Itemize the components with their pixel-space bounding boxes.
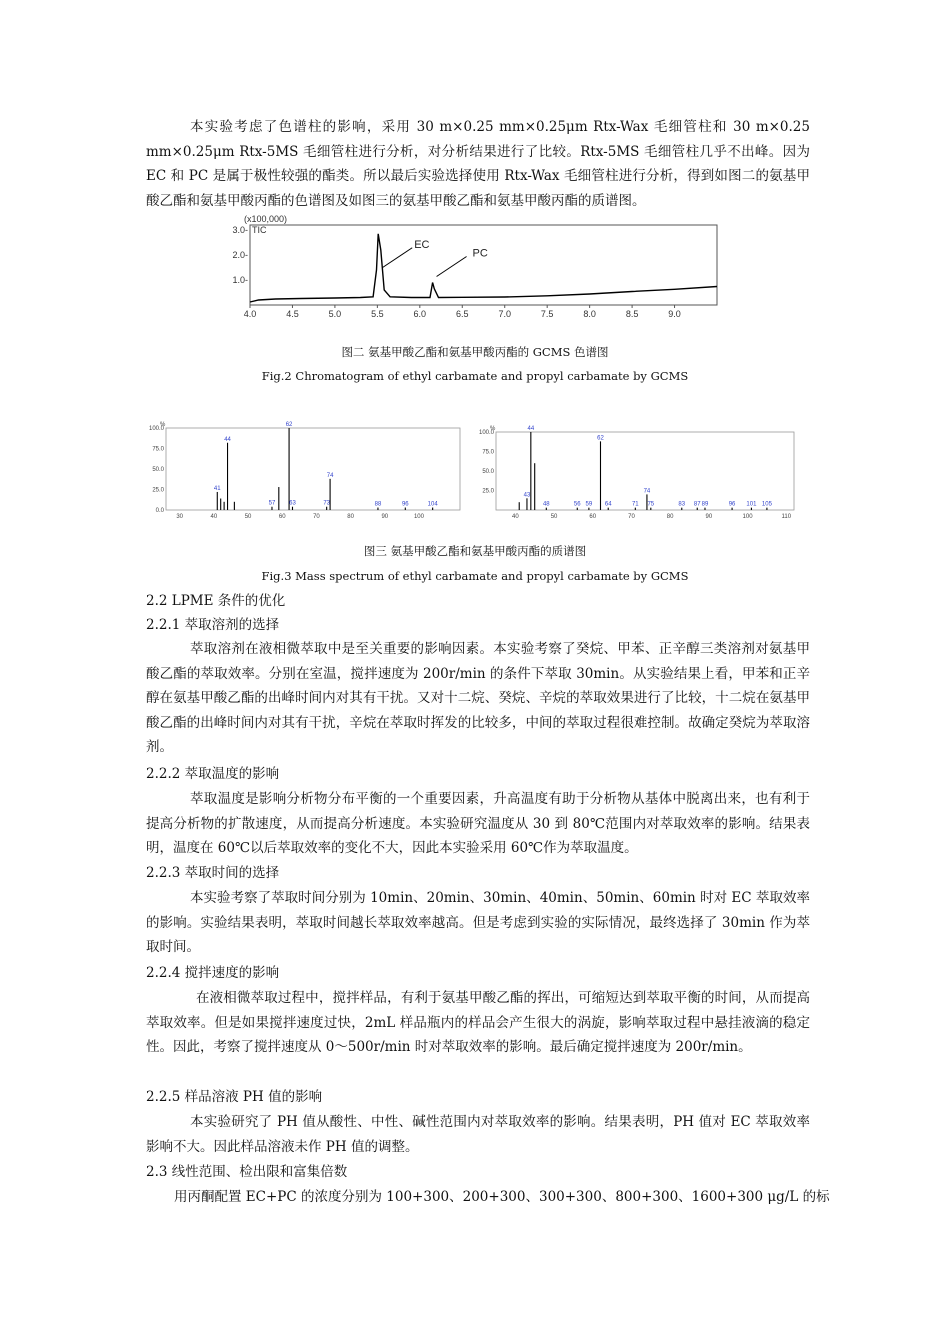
ms-ec-y-tick-label: 0.0 — [155, 508, 164, 514]
chrom-x-tick-label: 6.0 — [413, 309, 427, 319]
ms-pc-frame — [496, 432, 794, 510]
ms-pc-peak-label: 74 — [643, 488, 651, 495]
ms-pc-peak-label: 75 — [647, 501, 655, 508]
ms-pc-x-tick-label: 70 — [628, 514, 635, 520]
fig2-caption-cn: 图二 氨基甲酸乙酯和氨基甲酸丙酯的 GCMS 色谱图 — [341, 345, 609, 359]
ms-pc-x-tick-label: 40 — [512, 514, 519, 520]
ms-pc-peak-label: 105 — [761, 501, 772, 508]
heading-2-2-5: 2.2.5 样品溶液 PH 值的影响 — [146, 1089, 323, 1105]
heading-2-2-4: 2.2.4 搅拌速度的影响 — [146, 965, 280, 981]
fig3-caption-en: Fig.3 Mass spectrum of ethyl carbamate and propyl carbamate by GCMS — [261, 569, 689, 583]
chrom-x-tick-label: 8.5 — [625, 309, 639, 319]
ms-pc-peak-label: 44 — [527, 426, 535, 432]
chrom-x-tick-label: 4.0 — [243, 309, 257, 319]
ms-ec-x-tick-label: 80 — [347, 514, 354, 520]
ms-pc-peak-label: 89 — [701, 501, 709, 508]
heading-2-2-1: 2.2.1 萃取溶剂的选择 — [146, 617, 280, 633]
chrom-y-tick-label: 2.0- — [232, 250, 248, 260]
ms-pc-peak-label: 62 — [597, 435, 604, 442]
ms-ec-y-tick-label: 100.0 — [148, 426, 164, 432]
ms-pc-y-tick-label: 75.0 — [482, 449, 494, 456]
ms-ec-peak-label: 73 — [323, 500, 331, 507]
ms-ec-frame — [166, 428, 460, 510]
paragraph-2-2-1: 萃取溶剂在液相微萃取中是至关重要的影响因素。本实验考察了癸烷、甲苯、正辛醇三类溶剂对氨基甲酸乙酯的萃取效率。分别在室温，搅拌速度为 200r/min 的条件下萃取 30min。从实验结果上看，甲苯和正辛醇在氨基甲酸乙酯的出峰时间内对其有干扰。又对十二烷、癸烷、辛烷的萃取效果进行了比较，十二烷在氨基甲酸乙酯的出峰时间内对其有干扰，辛烷在萃取时挥发的比较多，中间的萃取过程很难控制。故确定癸烷为萃取溶剂。 — [146, 641, 810, 755]
ms-pc-x-tick-label: 90 — [705, 514, 713, 520]
heading-2-2-2: 2.2.2 萃取温度的影响 — [146, 766, 280, 782]
paragraph-2-2-3: 本实验考察了萃取时间分别为 10min、20min、30min、40min、50min、60min 时对 EC 萃取效率的影响。实验结果表明，萃取时间越长萃取效率越高。但是考虑到实验的实际情况，最终选择了 30min 作为萃取时间。 — [146, 890, 810, 955]
ms-ec-peak-label: 96 — [401, 501, 409, 508]
ms-ec-peak-label: 74 — [326, 472, 334, 479]
ms-pc-peak-label: 48 — [542, 501, 550, 508]
chrom-multiplier-label: (x100,000) — [244, 214, 288, 224]
ms-ec-x-tick-label: 100 — [413, 514, 424, 520]
chrom-x-tick-label: 5.0 — [328, 309, 342, 319]
chromatogram-chart — [222, 213, 722, 323]
heading-2-3: 2.3 线性范围、检出限和富集倍数 — [146, 1164, 348, 1180]
chrom-series-label: TIC — [252, 225, 267, 235]
heading-2-2: 2.2 LPME 条件的优化 — [146, 593, 286, 609]
chrom-y-tick-label: 1.0- — [232, 275, 248, 285]
ms-pc-peak-label: 83 — [678, 501, 686, 508]
fig2-caption-en: Fig.2 Chromatogram of ethyl carbamate and propyl carbamate by GCMS — [261, 369, 689, 383]
ms-pc-peak-label: 96 — [728, 501, 736, 508]
ms-ec-peak-label: 104 — [427, 501, 438, 508]
ms-pc-x-tick-label: 100 — [742, 514, 753, 520]
ms-pc-y-unit: % — [490, 426, 496, 432]
ms-ec-x-tick-label: 40 — [210, 514, 218, 520]
ms-ec-peak-label: 62 — [285, 422, 293, 428]
chrom-x-tick-label: 9.0 — [668, 309, 681, 319]
ms-pc-y-tick-label: 100.0 — [478, 430, 494, 436]
ms-ec-x-tick-label: 50 — [244, 514, 252, 520]
ms-pc-peak-label: 56 — [573, 501, 581, 508]
ms-pc-peak-label: 64 — [604, 501, 612, 508]
ms-pc-x-tick-label: 110 — [781, 514, 792, 520]
ms-ec-x-tick-label: 70 — [313, 514, 320, 520]
ms-pc-peak-label: 43 — [523, 492, 531, 499]
ms-ec-peak-label: 41 — [213, 485, 221, 492]
ms-ec-peak-label: 57 — [268, 500, 276, 507]
chrom-x-tick-label: 7.5 — [540, 309, 554, 319]
chrom-arrow-pc — [437, 257, 467, 277]
ms-pc-x-tick-label: 60 — [589, 514, 597, 520]
ms-pc-peak-label: 87 — [693, 501, 701, 508]
heading-2-2-3: 2.2.3 萃取时间的选择 — [146, 865, 280, 881]
ms-ec-x-tick-label: 90 — [381, 514, 389, 520]
mass-spectrum-pc-chart — [472, 422, 802, 523]
ms-pc-x-tick-label: 50 — [550, 514, 558, 520]
chrom-trace — [250, 234, 717, 302]
ms-pc-peak-label: 101 — [746, 501, 757, 508]
ms-ec-peak-label: 44 — [224, 436, 231, 443]
ms-ec-y-unit: % — [160, 422, 166, 428]
chrom-peak-label-ec: EC — [414, 238, 430, 251]
fig3-caption-cn: 图三 氨基甲酸乙酯和氨基甲酸丙酯的质谱图 — [363, 544, 587, 558]
ms-ec-y-tick-label: 50.0 — [152, 467, 164, 473]
chrom-x-tick-label: 8.0 — [583, 309, 596, 319]
ms-ec-peak-label: 88 — [374, 501, 382, 508]
chrom-frame — [250, 225, 717, 305]
chrom-arrow-ec — [382, 248, 412, 268]
paragraph-2-2-4: 在液相微萃取过程中，搅拌样品，有利于氨基甲酸乙酯的挥出，可缩短达到萃取平衡的时间，从而提高萃取效率。但是如果搅拌速度过快，2mL 样品瓶内的样品会产生很大的涡旋，影响萃取过程中悬挂液滴的稳定性。因此，考察了搅拌速度从 0～500r/min 时对萃取效率的影响。最后确定搅拌速度为 200r/min。 — [146, 990, 810, 1055]
ms-ec-x-tick-label: 60 — [278, 514, 286, 520]
ms-ec-y-tick-label: 25.0 — [152, 487, 164, 494]
ms-ec-peak-label: 63 — [289, 500, 296, 507]
chrom-x-tick-label: 6.5 — [456, 309, 469, 319]
chrom-x-tick-label: 5.5 — [371, 309, 384, 319]
ms-pc-peak-label: 71 — [631, 501, 639, 508]
chrom-x-tick-label: 4.5 — [286, 309, 299, 319]
chrom-x-tick-label: 7.0 — [498, 309, 511, 319]
paragraph-2-3: 用丙酮配置 EC+PC 的浓度分别为 100+300、200+300、300+300、800+300、1600+300 μg/L 的标 — [174, 1189, 830, 1205]
ms-pc-peak-label: 59 — [585, 501, 593, 508]
chrom-y-tick-label: 3.0- — [232, 225, 248, 235]
paragraph-2-2-5: 本实验研究了 PH 值从酸性、中性、碱性范围内对萃取效率的影响。结果表明，PH 值对 EC 萃取效率影响不大。因此样品溶液未作 PH 值的调整。 — [146, 1114, 810, 1155]
mass-spectrum-ec-chart — [140, 418, 465, 523]
paragraph-column-intro: 本实验考虑了色谱柱的影响，采用 30 m×0.25 mm×0.25μm Rtx-Wax 毛细管柱和 30 m×0.25 mm×0.25μm Rtx-5MS 毛细管柱进行分析，对分析结果进行了比较。Rtx-5MS 毛细管柱几乎不出峰。因为 EC 和 PC 是属于极性较强的酯类。所以最后实验选择使用 Rtx-Wax 毛细管柱进行分析，得到如图二的氨基甲酸乙酯和氨基甲酸丙酯的色谱图及如图三的氨基甲酸乙酯和氨基甲酸丙酯的质谱图。 — [146, 119, 810, 209]
paragraph-2-2-2: 萃取温度是影响分析物分布平衡的一个重要因素，升高温度有助于分析物从基体中脱离出来，也有利于提高分析物的扩散速度，从而提高分析速度。本实验研究温度从 30 到 80℃范围内对萃取效率的影响。结果表明，温度在 60℃以后萃取效率的变化不大，因此本实验采用 60℃作为萃取温度。 — [146, 791, 810, 856]
ms-pc-x-tick-label: 80 — [666, 514, 674, 520]
ms-ec-x-tick-label: 30 — [176, 514, 184, 520]
chrom-peak-label-pc: PC — [472, 247, 488, 260]
ms-ec-y-tick-label: 75.0 — [152, 446, 164, 453]
ms-pc-y-tick-label: 25.0 — [482, 488, 494, 495]
ms-pc-y-tick-label: 50.0 — [482, 469, 494, 475]
